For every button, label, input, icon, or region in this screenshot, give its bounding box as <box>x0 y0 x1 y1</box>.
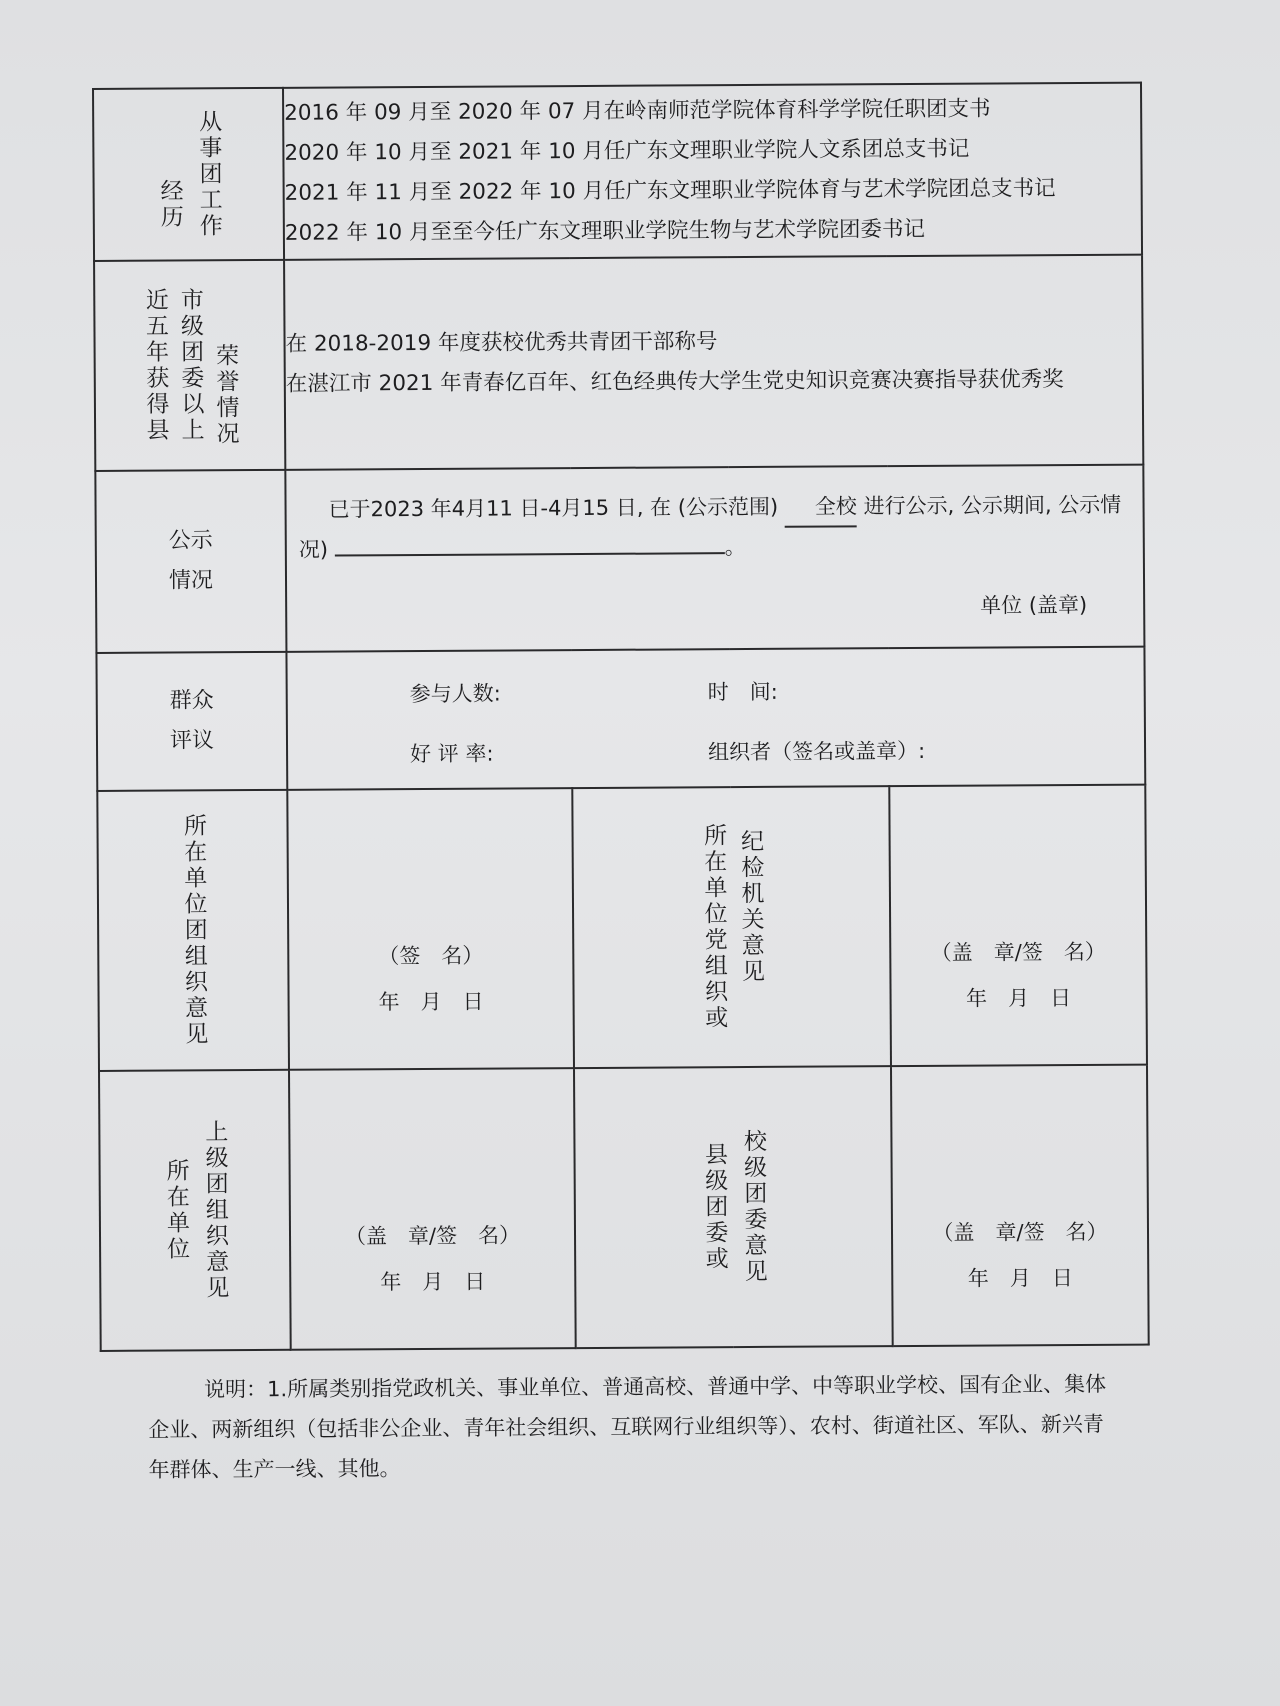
label-line: 公示 <box>168 528 213 554</box>
footnote: 说明：1.所属类别指党政机关、事业单位、普通高校、普通中学、中等职业学校、国有企业、集体企业、两新组织（包括非公企业、青年社会组织、互联网行业组织等）、农村、街道社区、军队、新兴青年群体、生产一线、其他。 <box>148 1372 1107 1482</box>
row-public-review <box>96 647 1145 791</box>
public-review-content <box>286 647 1145 790</box>
superior-opinion-cell <box>289 1068 576 1350</box>
label-line: 群众 <box>169 688 214 714</box>
unit-seal-text: 单位 (盖章) <box>980 592 1088 618</box>
date-label: 年 月 日 <box>967 1266 1073 1291</box>
row-unit-opinions <box>97 785 1147 1071</box>
label-honors <box>94 260 285 471</box>
work-line: 2021 年 11 月至 2022 年 10 月任广东文理职业学院体育与艺术学院团总支书记 <box>284 176 1056 206</box>
date-label: 年 月 日 <box>378 989 484 1015</box>
label-superior-opinion <box>99 1070 291 1351</box>
county-opinion-cell <box>891 1065 1149 1347</box>
signature-label: （盖 章/签 名） <box>344 1223 521 1249</box>
blank-line <box>335 528 725 556</box>
unit-league-opinion-cell <box>287 788 574 1070</box>
publicity-content <box>285 465 1144 652</box>
label-col: 市级团委以上 <box>176 287 204 444</box>
label-col: 纪检机关意见 <box>737 828 764 986</box>
honor-line: 在湛江市 2021 年青春亿百年、红色经典传大学生党史知识竞赛决赛指导获优秀奖 <box>285 367 1064 397</box>
end-mark: 。 <box>724 535 746 560</box>
label-col: 县级团委或 <box>700 1142 728 1273</box>
label-publicity <box>95 470 286 653</box>
date-label: 年 月 日 <box>966 986 1072 1011</box>
work-line: 2016 年 09 月至 2020 年 07 月在岭南师范学院体育科学学院任职团支书 <box>284 96 991 126</box>
label-public-review <box>96 652 287 791</box>
label-col: 经历 <box>156 178 183 231</box>
label-col: 所在单位党组织或 <box>700 823 728 1032</box>
party-opinion-cell <box>889 785 1147 1067</box>
label-col: 所在单位团组织意见 <box>179 813 208 1048</box>
rating-label: 好 评 率: <box>410 741 494 767</box>
organizer-label: 组织者（签名或盖章）: <box>707 738 926 765</box>
label-party-opinion <box>572 786 891 1068</box>
label-line: 评议 <box>169 728 215 754</box>
label-county-opinion <box>574 1066 893 1348</box>
label-col: 从事团工作 <box>195 109 222 240</box>
work-line: 2022 年 10 月至至今任广东文理职业学院生物与艺术学院团委书记 <box>284 216 926 246</box>
label-unit-league-opinion <box>97 790 289 1071</box>
honor-line: 在 2018-2019 年度获校优秀共青团干部称号 <box>285 329 718 357</box>
row-honors <box>94 255 1143 471</box>
row-superior-opinions <box>99 1065 1149 1351</box>
signature-label: （盖 章/签 名） <box>930 939 1106 965</box>
participants-label: 参与人数: <box>409 681 501 707</box>
honors-content <box>284 255 1143 470</box>
publicity-text: 进行公示, 公示期间, 公示情况) <box>298 492 1122 562</box>
label-work-experience <box>93 88 284 261</box>
label-col: 校级团委意见 <box>739 1128 767 1286</box>
label-col: 所在单位 <box>162 1158 190 1263</box>
row-work-experience <box>93 83 1142 261</box>
time-label: 时 间: <box>707 679 778 705</box>
label-col: 荣誉情况 <box>212 343 239 448</box>
label-col: 上级团组织意见 <box>201 1119 229 1302</box>
work-line: 2020 年 10 月至 2021 年 10 月任广东文理职业学院人文系团总支书记 <box>284 136 970 166</box>
label-col: 近五年获得县 <box>141 287 169 444</box>
label-line: 情况 <box>168 568 214 594</box>
publicity-text: 已于2023 年4月11 日-4月15 日, 在 (公示范围) <box>328 494 779 522</box>
application-form-table <box>92 82 1150 1352</box>
signature-label: （盖 章/签 名） <box>932 1219 1108 1245</box>
date-label: 年 月 日 <box>380 1269 486 1295</box>
row-publicity <box>95 465 1144 653</box>
signature-label: （签 名） <box>378 943 484 969</box>
publicity-scope: 全校 <box>785 487 857 527</box>
work-experience-content <box>283 83 1142 260</box>
publicity-statement <box>298 486 1130 569</box>
